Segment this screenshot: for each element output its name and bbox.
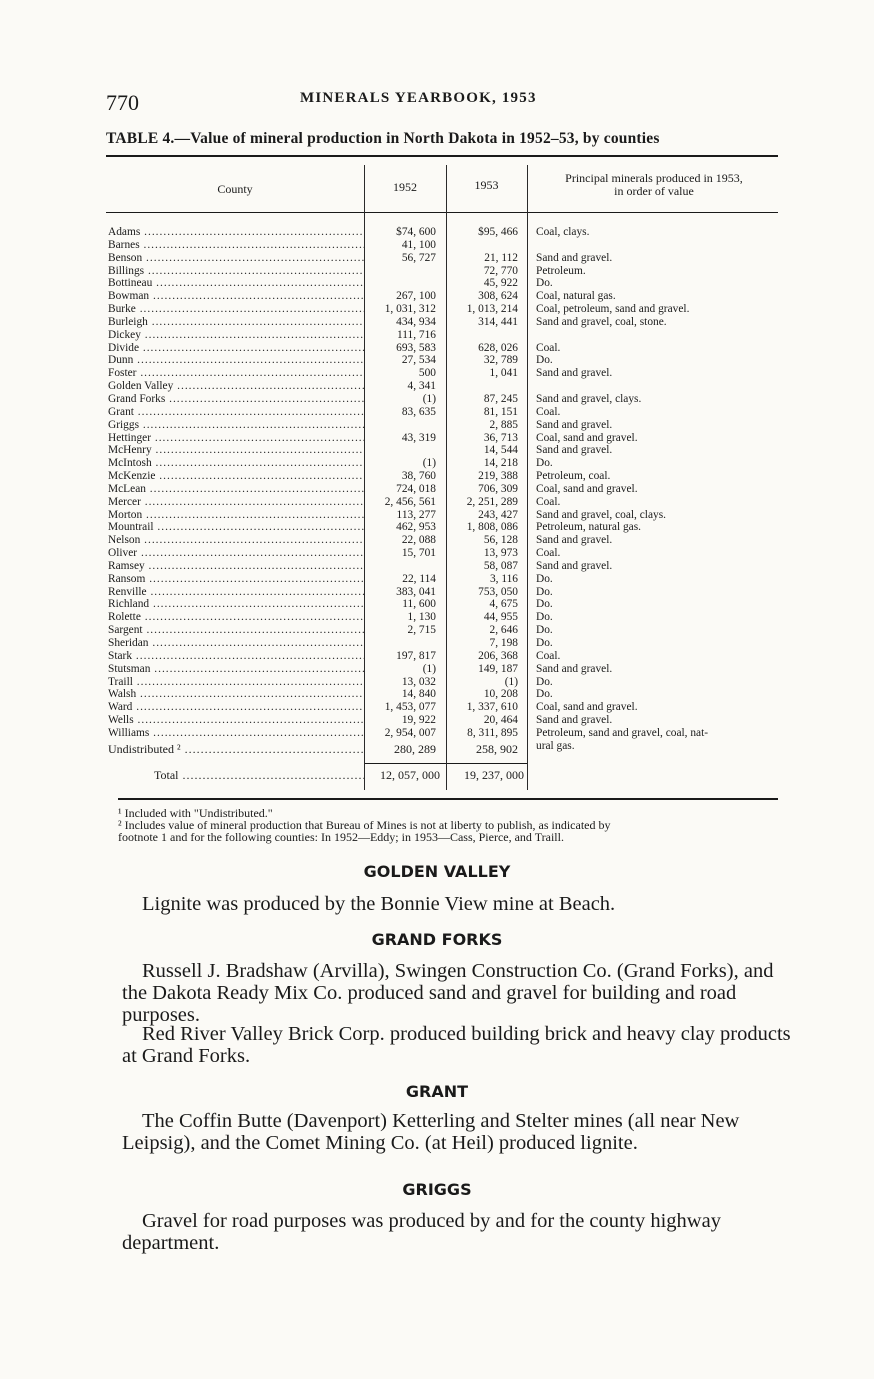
value-1953-cell: 206, 368 <box>478 649 518 662</box>
minerals-cell: Do. <box>536 572 553 585</box>
minerals-cell: Do. <box>536 277 553 290</box>
page-number: 770 <box>106 90 139 115</box>
value-1953-cell: 7, 198 <box>489 637 518 649</box>
value-1952-cell: (1) <box>422 662 436 675</box>
value-1952-cell: 2, 456, 561 <box>384 495 436 508</box>
value-1952-cell: 56, 727 <box>401 251 436 264</box>
county-cell: Barnes ..... <box>108 239 364 252</box>
minerals-cell: Coal. <box>536 341 561 354</box>
county-cell: Golden Valley ..... <box>108 380 364 393</box>
value-1952-cell: 1, 453, 077 <box>384 701 436 714</box>
minerals-cell: Coal, clays. <box>536 226 590 238</box>
county-cell: McLean ..... <box>108 483 364 496</box>
value-1952-cell: 4, 341 <box>407 380 436 393</box>
value-1952-cell: (1) <box>422 457 436 470</box>
footnote-2: ² Includes value of mineral production that Bureau of Mines is not at liberty to publish, as indicated by <box>118 818 611 832</box>
table-row <box>108 727 788 740</box>
county-cell: Dunn ..... <box>108 354 364 367</box>
minerals-cell: Do. <box>536 598 553 611</box>
section-heading-grand-forks: GRAND FORKS <box>371 930 503 949</box>
county-cell: Burleigh ..... <box>108 316 364 329</box>
value-1953-cell: 2, 885 <box>489 418 518 431</box>
minerals-cell: Sand and gravel, coal, stone. <box>536 315 667 328</box>
table-row <box>108 226 788 239</box>
value-1952-cell: 434, 934 <box>396 315 436 328</box>
minerals-cell: Petroleum, natural gas. <box>536 521 642 534</box>
county-cell: Hettinger ..... <box>108 432 364 445</box>
minerals-cell: Coal, sand and gravel. <box>536 701 638 714</box>
paragraph: Gravel for road purposes was produced by and for the county highway department. <box>122 1210 721 1254</box>
value-1953-cell: 45, 922 <box>483 277 518 290</box>
value-1953-cell: 20, 464 <box>483 714 518 727</box>
value-1953-cell: 36, 713 <box>483 431 518 444</box>
value-1953-cell: 243, 427 <box>478 508 518 521</box>
minerals-cell: Do. <box>536 457 553 470</box>
table-row <box>108 329 788 342</box>
value-1952-cell: 724, 018 <box>396 482 436 495</box>
value-1953-cell: 32, 789 <box>483 354 518 367</box>
table-row <box>108 290 788 303</box>
minerals-cell: Sand and gravel. <box>536 418 613 431</box>
total-label: Total ..... <box>108 768 364 782</box>
value-1953-cell: 1, 041 <box>489 367 518 380</box>
table-row <box>108 444 788 457</box>
minerals-cell: Sand and gravel. <box>536 559 613 572</box>
table-row <box>108 277 788 290</box>
minerals-cell: Coal, sand and gravel. <box>536 431 638 444</box>
table-title: TABLE 4.—Value of mineral production in North Dakota in 1952–53, by counties <box>106 130 660 147</box>
value-1953-cell: 14, 218 <box>483 457 518 470</box>
table-body <box>108 226 788 753</box>
value-1953-cell: $95, 466 <box>478 226 518 238</box>
table-row <box>108 560 788 573</box>
county-cell: Sargent ..... <box>108 624 364 637</box>
section-heading-grant: GRANT <box>405 1082 469 1101</box>
table-row <box>108 701 788 714</box>
footnote-1: ¹ Included with "Undistributed." <box>118 806 273 820</box>
minerals-cell: Sand and gravel. <box>536 714 613 727</box>
paragraph: Lignite was produced by the Bonnie View mine at Beach. <box>142 893 616 915</box>
value-1952-cell: 11, 600 <box>402 598 436 611</box>
table-row <box>108 393 788 406</box>
footnote-2-continued: footnote 1 and for the following counties: In 1952—Eddy; in 1953—Cass, Pierce, and Traill. <box>118 830 564 844</box>
value-1953-cell: 149, 187 <box>478 662 518 675</box>
value-1953-cell: 706, 309 <box>478 482 518 495</box>
county-cell: Burke ..... <box>108 303 364 316</box>
table-top-rule <box>106 155 778 157</box>
minerals-cell: Coal, petroleum, sand and gravel. <box>536 303 690 316</box>
paragraph: Russell J. Bradshaw (Arvilla), Swingen Construction Co. (Grand Forks), and the Dakota Ready Mix Co. produced sand and gravel for building and road purposes. <box>122 960 774 1026</box>
undistributed-row <box>108 739 788 756</box>
county-cell: Dickey ..... <box>108 329 364 342</box>
county-cell: Wells ..... <box>108 714 364 727</box>
value-1952-cell: 383, 041 <box>396 585 436 598</box>
value-1953-cell: 219, 388 <box>478 470 518 483</box>
value-1953-cell: 10, 208 <box>483 688 518 701</box>
value-1952-cell: 83, 635 <box>401 405 436 418</box>
value-1953-cell: 1, 337, 610 <box>466 701 518 714</box>
minerals-cell: Sand and gravel. <box>536 251 613 264</box>
table-row <box>108 419 788 432</box>
table-row <box>108 316 788 329</box>
undistributed-label: Undistributed ² ..... <box>108 742 364 756</box>
value-1952-cell: 27, 534 <box>401 354 436 367</box>
table-row <box>108 586 788 599</box>
running-head: MINERALS YEARBOOK, 1953 <box>300 90 537 106</box>
table-row <box>108 663 788 676</box>
value-1952-cell: 2, 715 <box>407 624 436 637</box>
minerals-cell: Do. <box>536 675 553 688</box>
value-1952-cell: 22, 088 <box>401 534 436 547</box>
table-row <box>108 637 788 650</box>
minerals-cell: Sand and gravel, clays. <box>536 392 642 405</box>
table-row <box>108 303 788 316</box>
county-cell: Sheridan ..... <box>108 637 364 650</box>
total-1952: 12, 057, 000 <box>380 768 440 782</box>
minerals-cell: Do. <box>536 611 553 624</box>
value-1952-cell: 41, 100 <box>401 238 436 251</box>
value-1952-cell: 1, 130 <box>407 611 436 624</box>
value-1952-cell: 693, 583 <box>396 341 436 354</box>
county-cell: Ramsey ..... <box>108 560 364 573</box>
column-header-minerals-line: in order of value <box>614 184 694 198</box>
section-heading-griggs: GRIGGS <box>402 1180 472 1199</box>
value-1953-cell: 44, 955 <box>483 611 518 624</box>
minerals-cell: Sand and gravel. <box>536 534 613 547</box>
table-row <box>108 470 788 483</box>
minerals-cell: Do. <box>536 624 553 637</box>
total-1953: 19, 237, 000 <box>464 768 524 782</box>
table-row <box>108 239 788 252</box>
minerals-cell: Petroleum, coal. <box>536 470 611 483</box>
county-cell: Oliver ..... <box>108 547 364 560</box>
table-row <box>108 624 788 637</box>
value-1953-cell: 628, 026 <box>478 341 518 354</box>
county-cell: Rolette ..... <box>108 611 364 624</box>
value-1952-cell: 500 <box>418 367 436 380</box>
value-1952-cell: 19, 922 <box>401 714 436 727</box>
minerals-cell: Coal. <box>536 547 561 560</box>
value-1952-cell: 113, 277 <box>396 508 436 521</box>
value-1953-cell: 308, 624 <box>478 290 518 303</box>
table-header-rule <box>106 212 778 213</box>
value-1952-cell: 38, 760 <box>401 470 436 483</box>
value-1952-cell: 15, 701 <box>401 547 436 560</box>
column-header-minerals <box>527 172 781 198</box>
table-bottom-rule <box>118 798 778 800</box>
minerals-cell: Petroleum, sand and gravel, coal, nat- <box>536 726 709 739</box>
county-cell: Bowman ..... <box>108 290 364 303</box>
table-row <box>108 521 788 534</box>
table-row <box>108 496 788 509</box>
value-1953-cell: 2, 251, 289 <box>466 495 518 508</box>
table-row <box>108 573 788 586</box>
column-header-minerals-line: Principal minerals produced in 1953, <box>565 171 743 185</box>
county-cell: Adams ..... <box>108 226 364 239</box>
value-1952-cell: 22, 114 <box>402 572 436 585</box>
table-row <box>108 688 788 701</box>
value-1953-cell: 58, 087 <box>483 559 518 572</box>
county-cell: Renville ..... <box>108 586 364 599</box>
county-cell: Grand Forks ..... <box>108 393 364 406</box>
table-row <box>108 367 788 380</box>
county-cell: Mercer ..... <box>108 496 364 509</box>
table-row <box>108 252 788 265</box>
undistributed-1953: 258, 902 <box>476 742 518 756</box>
table-row <box>108 650 788 663</box>
total-row <box>108 768 788 782</box>
minerals-cell: Sand and gravel. <box>536 662 613 675</box>
value-1952-cell: 14, 840 <box>401 688 436 701</box>
minerals-cell: Coal, natural gas. <box>536 290 616 303</box>
value-1953-cell: 1, 013, 214 <box>466 303 518 316</box>
value-1953-cell: 2, 646 <box>489 624 518 637</box>
table-row <box>108 342 788 355</box>
value-1952-cell: 197, 817 <box>396 649 436 662</box>
county-cell: Stutsman ..... <box>108 663 364 676</box>
table-row <box>108 483 788 496</box>
table-row <box>108 265 788 278</box>
value-1953-cell: 314, 441 <box>478 315 518 328</box>
table-row <box>108 509 788 522</box>
value-1953-cell: 1, 808, 086 <box>466 521 518 534</box>
table-row <box>108 457 788 470</box>
county-cell: Divide ..... <box>108 342 364 355</box>
table-row <box>108 354 788 367</box>
column-header-county: County <box>217 182 253 196</box>
value-1952-cell: 267, 100 <box>396 290 436 303</box>
value-1952-cell: 2, 954, 007 <box>384 726 436 739</box>
value-1953-cell: 72, 770 <box>483 264 518 277</box>
county-cell: Morton ..... <box>108 509 364 522</box>
value-1952-cell: 1, 031, 312 <box>384 303 436 316</box>
value-1953-cell: 81, 151 <box>483 405 518 418</box>
table-row <box>108 432 788 445</box>
minerals-cell: Coal. <box>536 495 561 508</box>
minerals-cell: Do. <box>536 585 553 598</box>
paragraph: The Coffin Butte (Davenport) Ketterling and Stelter mines (all near New Leipsig), and the Comet Mining Co. (at Heil) produced lignite. <box>122 1110 740 1154</box>
county-cell: Grant ..... <box>108 406 364 419</box>
table-row <box>108 380 788 393</box>
county-cell: Stark ..... <box>108 650 364 663</box>
value-1952-cell: 13, 032 <box>401 675 436 688</box>
county-cell: Ward ..... <box>108 701 364 714</box>
minerals-cell: Sand and gravel, coal, clays. <box>536 508 666 521</box>
county-cell: Billings ..... <box>108 265 364 278</box>
value-1952-cell: 43, 319 <box>401 431 436 444</box>
county-cell: Griggs ..... <box>108 419 364 432</box>
minerals-cell: Do. <box>536 688 553 701</box>
table-row <box>108 714 788 727</box>
county-cell: Williams ..... <box>108 727 364 740</box>
value-1953-cell: 4, 675 <box>489 598 518 611</box>
county-cell: Nelson ..... <box>108 534 364 547</box>
minerals-cell: Do. <box>536 354 553 367</box>
minerals-cell: Do. <box>536 637 553 649</box>
table-row <box>108 598 788 611</box>
table-row <box>108 611 788 624</box>
value-1953-cell: (1) <box>504 675 518 688</box>
county-cell: Mountrail ..... <box>108 521 364 534</box>
minerals-cell: Coal. <box>536 649 561 662</box>
undistributed-1952: 280, 289 <box>394 742 436 756</box>
county-cell: Richland ..... <box>108 598 364 611</box>
table-row <box>108 406 788 419</box>
value-1952-cell: 111, 716 <box>396 328 436 341</box>
minerals-cell: Petroleum. <box>536 264 586 277</box>
table-row <box>108 676 788 689</box>
minerals-cell: Coal, sand and gravel. <box>536 482 638 495</box>
value-1952-cell: 462, 953 <box>396 521 436 534</box>
county-cell: McIntosh ..... <box>108 457 364 470</box>
county-cell: Foster ..... <box>108 367 364 380</box>
county-cell: Traill ..... <box>108 676 364 689</box>
value-1952-cell: (1) <box>422 392 436 405</box>
value-1953-cell: 13, 973 <box>483 547 518 560</box>
value-1953-cell: 3, 116 <box>489 572 518 585</box>
value-1953-cell: 8, 311, 895 <box>467 726 518 739</box>
value-1952-cell: $74, 600 <box>396 226 436 238</box>
county-cell: Ransom ..... <box>108 573 364 586</box>
minerals-cell: Sand and gravel. <box>536 367 613 380</box>
minerals-cell: Coal. <box>536 405 561 418</box>
value-1953-cell: 56, 128 <box>483 534 518 547</box>
column-header-1953: 1953 <box>474 178 499 192</box>
county-cell: McHenry ..... <box>108 444 364 457</box>
section-heading-golden-valley: GOLDEN VALLEY <box>363 862 511 881</box>
value-1953-cell: 753, 050 <box>478 585 518 598</box>
table-row <box>108 534 788 547</box>
paragraph: Red River Valley Brick Corp. produced building brick and heavy clay products at Grand Forks. <box>122 1023 791 1067</box>
table-row <box>108 547 788 560</box>
county-cell: Bottineau ..... <box>108 277 364 290</box>
column-header-1952: 1952 <box>393 180 417 194</box>
minerals-cell: Sand and gravel. <box>536 444 613 457</box>
county-cell: Benson ..... <box>108 252 364 265</box>
value-1953-cell: 87, 245 <box>483 392 518 405</box>
county-cell: Walsh ..... <box>108 688 364 701</box>
value-1953-cell: 21, 112 <box>484 251 518 264</box>
value-1953-cell: 14, 544 <box>483 444 518 457</box>
county-cell: McKenzie ..... <box>108 470 364 483</box>
minerals-cell: ural gas. <box>536 739 575 752</box>
